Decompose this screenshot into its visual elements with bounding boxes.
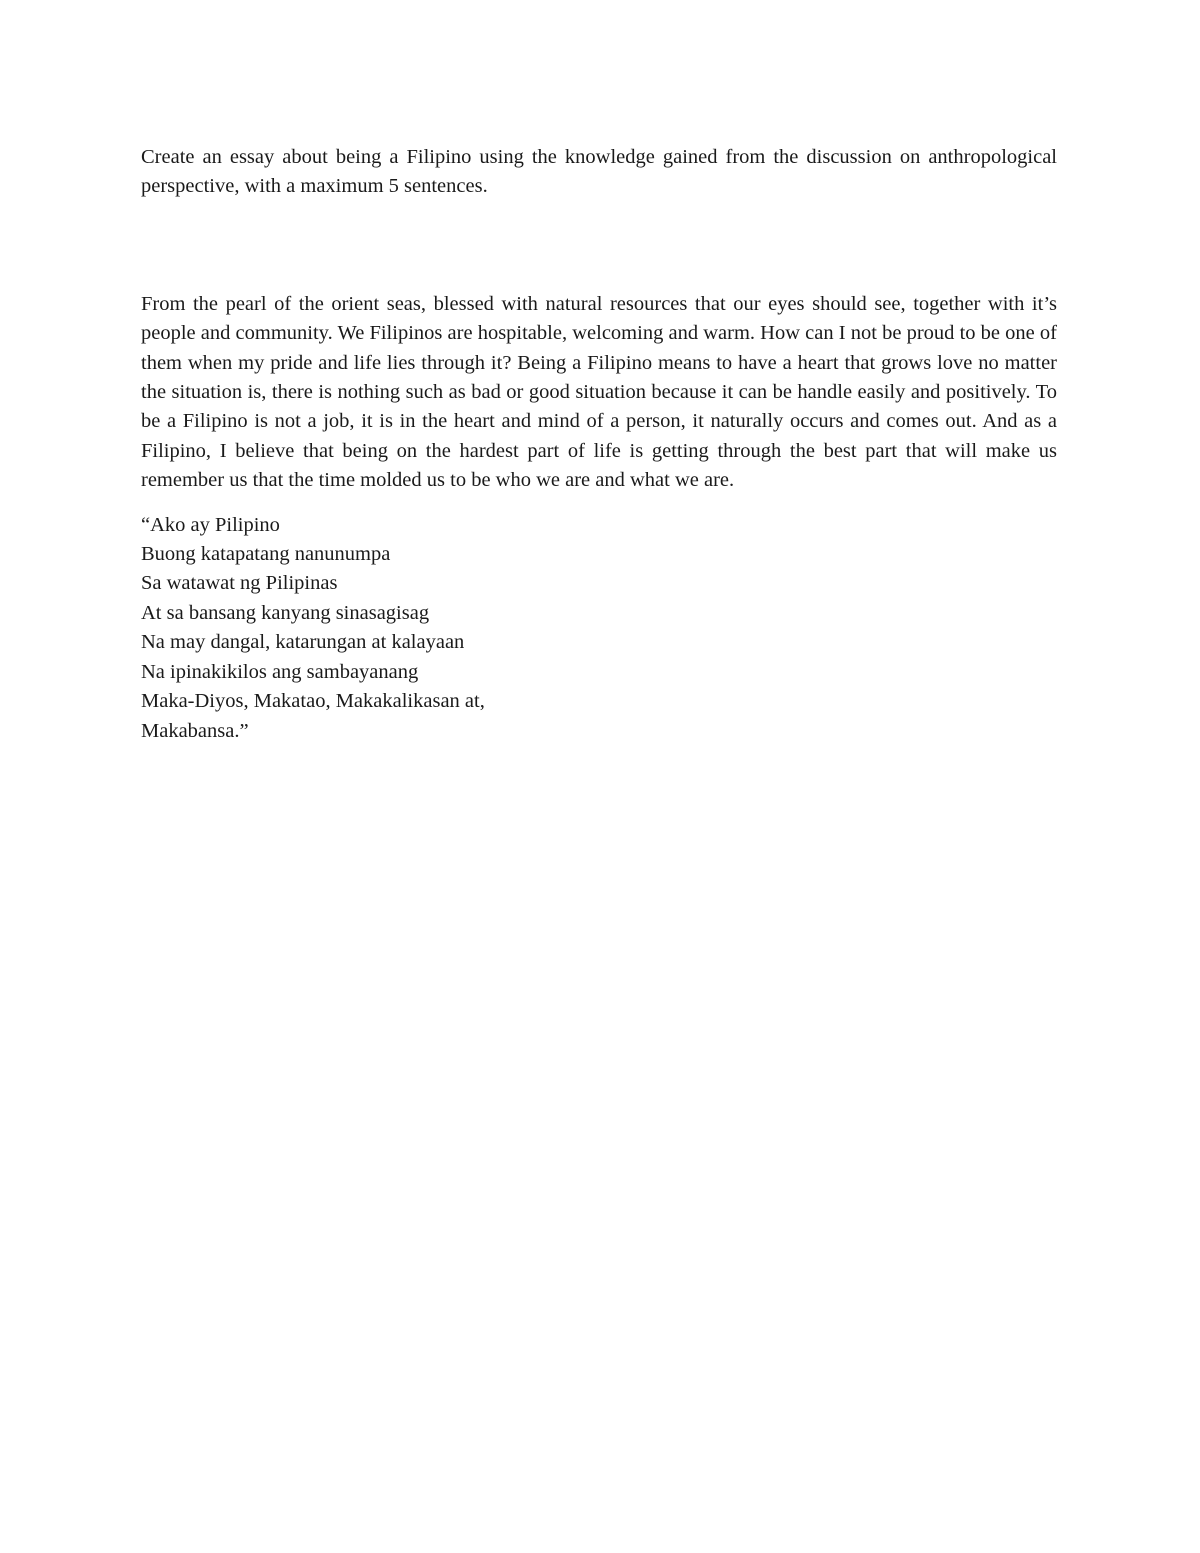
poem-block xyxy=(141,511,1057,746)
poem-line: Buong katapatang nanunumpa xyxy=(141,543,391,566)
poem-line: “Ako ay Pilipino xyxy=(141,513,280,536)
essay-paragraph: From the pearl of the orient seas, blessed with natural resources that our eyes should see, together with it’s people and community. We Filipinos are hospitable, welcoming and warm. How can I not be proud to be one of them when my pride and life lies through it? Being a Filipino means to have a heart that grows love no matter the situation is, there is nothing such as bad or good situation because it can be handle easily and positively. To be a Filipino is not a job, it is in the heart and mind of a person, it naturally occurs and comes out. And as a Filipino, I believe that being on the hardest part of life is getting through the best part that will make us remember us that the time molded us to be who we are and what we are. xyxy=(141,292,1057,492)
poem-line: Maka-Diyos, Makatao, Makakalikasan at, xyxy=(141,690,485,713)
document-body xyxy=(141,143,1057,746)
poem-line: Na may dangal, katarungan at kalayaan xyxy=(141,631,465,654)
poem-line: Sa watawat ng Pilipinas xyxy=(141,572,338,595)
essay-prompt: Create an essay about being a Filipino using the knowledge gained from the discussion on anthropological perspective, with a maximum 5 sentences. xyxy=(141,146,1057,198)
poem-line: Na ipinakikilos ang sambayanang xyxy=(141,660,419,683)
poem-line: At sa bansang kanyang sinasagisag xyxy=(141,601,430,624)
poem-line: Makabansa.” xyxy=(141,719,249,742)
